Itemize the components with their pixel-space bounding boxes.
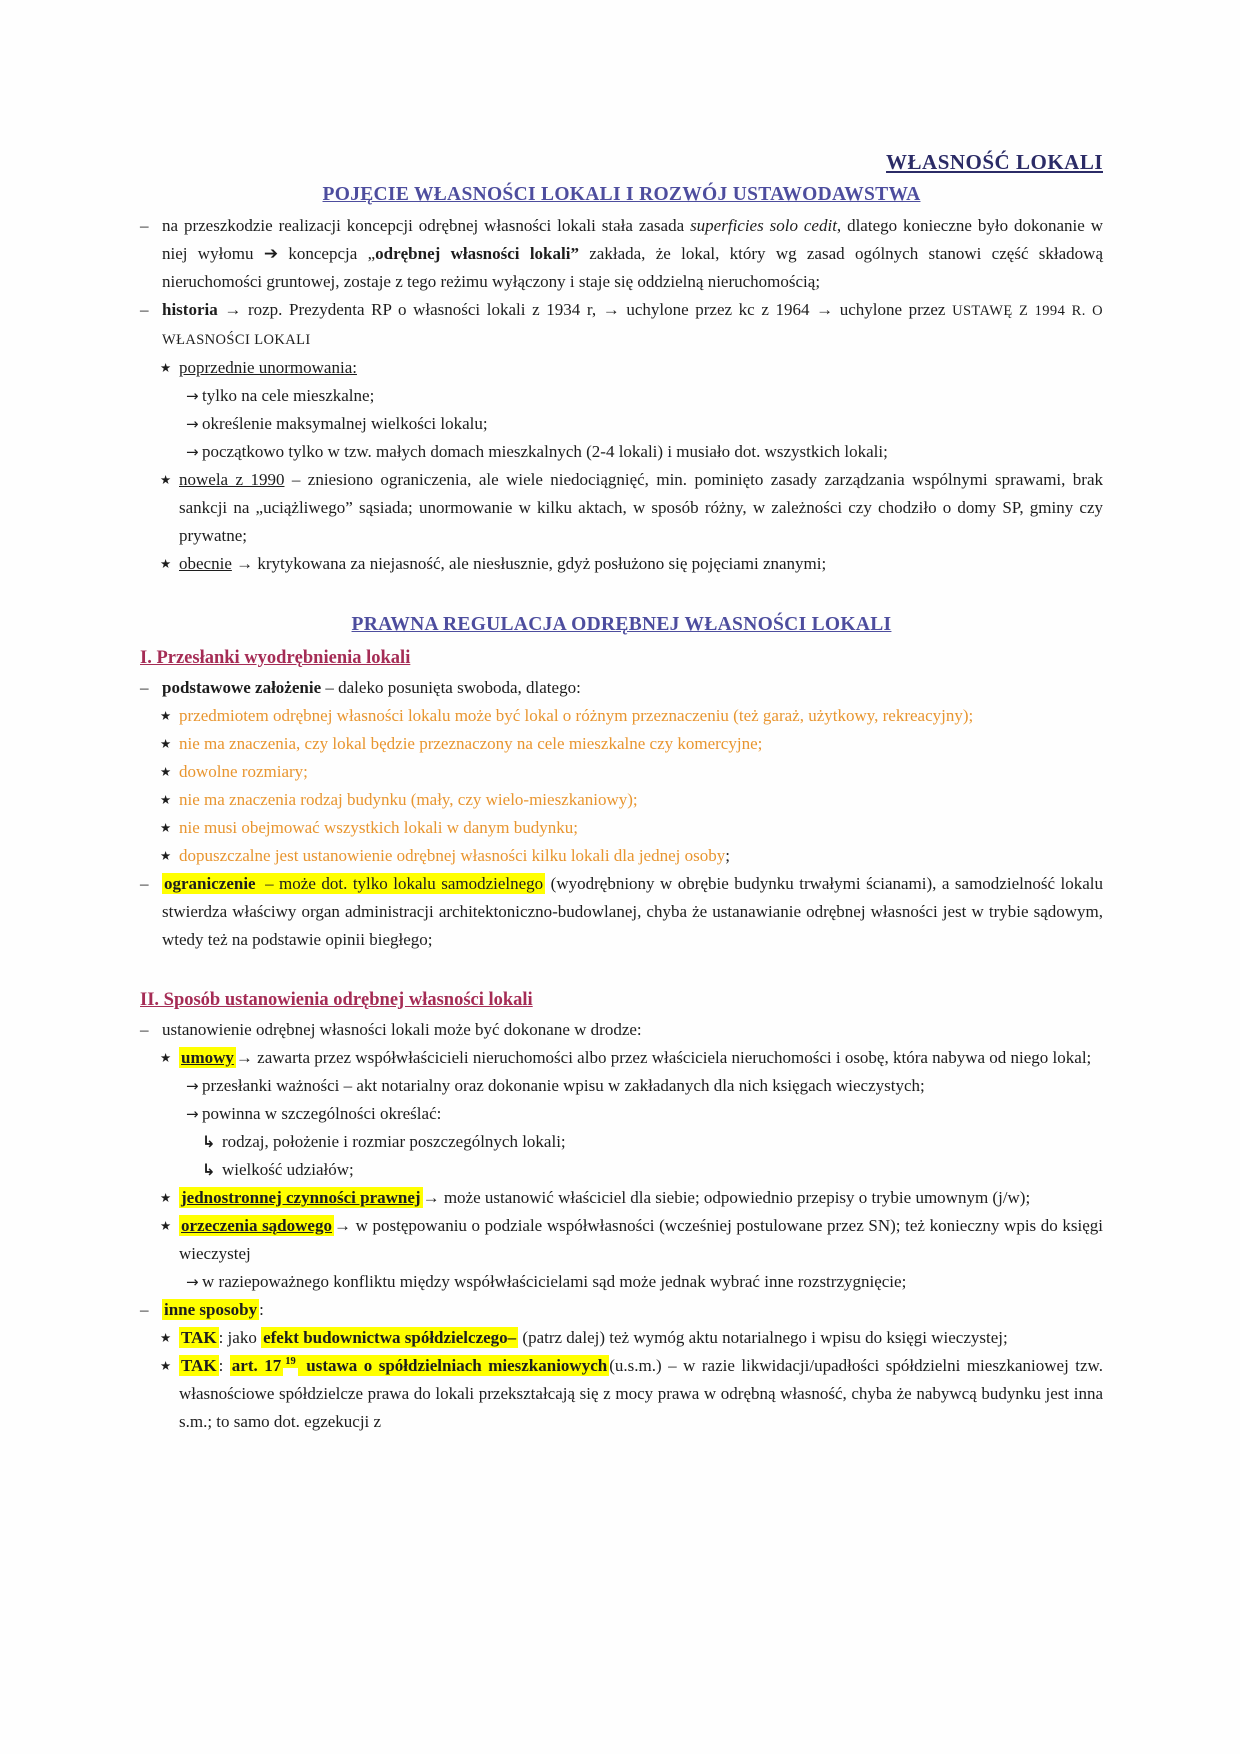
star-bullet-icon: ★ [160,820,172,835]
item-text: ograniczenie – może dot. tylko lokalu samodzielnego (wyodrębniony w obrębie budynku trwałymi ścianami), a samodzielność lokalu stwierdza właściwy organ administracji architektoniczno-budowlanej, chyba że ustanawianie odrębnej własności jest w trybie sądowym, wtedy też na podstawie opinii biegłego; [162,874,1103,949]
star-bullet-icon: ★ [160,792,172,807]
dash-bullet-icon: – [140,874,149,893]
item-maksymalna-wielkosc [186,410,1103,438]
arrow-bullet-icon: → [186,1105,199,1123]
item-ustanowienie-w-drodze [140,1016,1103,1044]
item-ograniczenie [140,870,1103,954]
item-text: inne sposoby : [164,1300,264,1319]
star-bullet-icon: ★ [160,360,172,375]
item-superficies [140,212,1103,296]
item-text: w raziepoważnego konfliktu między współwłaścicielami sąd może jednak wybrać inne rozstrzygnięcie; [202,1272,907,1291]
item-rodzaj-polozenie [202,1128,1103,1156]
item-orzeczenie-sadowe [160,1212,1103,1268]
star-bullet-icon: ★ [160,1218,172,1233]
item-text: określenie maksymalnej wielkości lokalu; [202,414,488,433]
item-text: nowela z 1990 – zniesiono ograniczenia, ale wiele niedociągnięć, min. pominięto zasady zarządzania wspólnymi sprawami, brak sankcji na „uciążliwego” sąsiada; unormowanie w kilku aktach, w sposób różny, w zależności czy chodziło o domy SP, gminy czy prywatne; [179,470,1104,545]
item-tak-art-17 [160,1352,1103,1436]
item-kilka-lokali [160,842,1103,870]
item-text: obecnie → krytykowana za niejasność, ale niesłusznie, gdyż posłużono się pojęciami znanymi; [179,554,827,573]
item-text: przesłanki ważności – akt notarialny oraz dokonanie wpisu w zakładanych dla nich księgach wieczystych; [202,1076,925,1095]
subheading-przeslanki: I. Przesłanki wyodrębnienia lokali [140,648,411,668]
star-bullet-icon: ★ [160,472,172,487]
star-bullet-icon: ★ [160,556,172,571]
star-bullet-icon: ★ [160,1358,172,1373]
arrow-bullet-icon: → [186,415,199,433]
item-text: TAK : jako efekt budownictwa spółdzielczego– (patrz dalej) też wymóg aktu notarialnego i wpisu do księgi wieczystej; [181,1328,1008,1347]
item-text: orzeczenia sądowego → w postępowaniu o podziale współwłasności (wcześniej postulowane przez SN); też konieczny wpis do księgi wieczystej [179,1216,1104,1263]
star-bullet-icon: ★ [160,764,172,779]
star-bullet-icon: ★ [160,1050,172,1065]
item-podstawowe-zalozenie [140,674,1103,702]
item-text: poprzednie unormowania: [179,358,357,377]
item-text: na przeszkodzie realizacji koncepcji odrębnej własności lokali stała zasada superficies solo cedit, dlatego konieczne było dokonanie w niej wyłomu ➔ koncepcja „odrębnej własności lokali” zakłada, że lokal, który wg zasad ogólnych stanowi część składową nieruchomości gruntowej, zostaje z tego reżimu wyłączony i staje się oddzielną nieruchomością; [162,216,1103,291]
item-nowela-1990 [160,466,1103,550]
item-text: umowy → zawarta przez współwłaścicieli nieruchomości albo przez właściciela nieruchomości i osobę, która nabywa od niego lokal; [181,1048,1092,1067]
item-poprzednie-unormowania [160,354,1103,382]
item-umowy [160,1044,1103,1072]
section-heading-prawna-regulacja: PRAWNA REGULACJA ODRĘBNEJ WŁASNOŚCI LOKALI [351,614,892,635]
item-rozne-przeznaczenie [160,702,1103,730]
item-text: przedmiotem odrębnej własności lokalu może być lokal o różnym przeznaczeniu (też garaż, użytkowy, rekreacyjny); [179,706,974,725]
item-male-domy [186,438,1103,466]
item-text: dopuszczalne jest ustanowienie odrębnej własności kilku lokali dla jednej osoby; [179,846,730,865]
item-przeslanki-waznosci [186,1072,1103,1100]
dash-bullet-icon: – [140,300,149,319]
item-text: początkowo tylko w tzw. małych domach mieszkalnych (2-4 lokali) i musiało dot. wszystkich lokali; [202,442,888,461]
item-cele-mieszkalne [186,382,1103,410]
arrow-bullet-icon: → [186,443,199,461]
section-heading-pojecie: POJĘCIE WŁASNOŚCI LOKALI I ROZWÓJ USTAWODAWSTWA [322,184,921,205]
item-text: ustanowienie odrębnej własności lokali może być dokonane w drodze: [162,1020,642,1039]
item-text: nie musi obejmować wszystkich lokali w danym budynku; [179,818,578,837]
item-text: dowolne rozmiary; [179,762,308,781]
dash-bullet-icon: – [140,1300,149,1319]
item-text: podstawowe założenie – daleko posunięta swoboda, dlatego: [162,678,581,697]
item-dowolne-rozmiary [160,758,1103,786]
item-text: TAK : art. 17 $^{19}$ ustawa o spółdzielniach mieszkaniowych (u.s.m.) – w razie likwidacji/upadłości spółdzielni mieszkaniowej tzw. własnościowe spółdzielcze prawa do lokali przekształcają się z mocy prawa w odrębną własność, chyba że nabywcą budynku jest inna s.m.; to samo dot. egzekucji z [179,1356,1103,1431]
item-historia [140,296,1103,354]
star-bullet-icon: ★ [160,1330,172,1345]
star-bullet-icon: ★ [160,736,172,751]
curl-bullet-icon: ↳ [202,1132,216,1151]
item-text: wielkość udziałów; [222,1160,354,1179]
item-powinna-okreslac [186,1100,1103,1128]
item-obecnie [160,550,1103,578]
item-tak-budownictwo [160,1324,1103,1352]
item-wielkosc-udzialow [202,1156,1103,1184]
arrow-bullet-icon: → [186,1077,199,1095]
item-powazny-konflikt [186,1268,1103,1296]
item-jednostronna-czynnosc [160,1184,1103,1212]
star-bullet-icon: ★ [160,848,172,863]
item-text: jednostronnej czynności prawnej → może ustanowić właściciel dla siebie; odpowiednio przepisy o trybie umownym (j/w); [181,1188,1031,1207]
item-text: tylko na cele mieszkalne; [202,386,375,405]
arrow-bullet-icon: → [186,387,199,405]
dash-bullet-icon: – [140,678,149,697]
item-text: powinna w szczególności określać: [202,1104,442,1123]
item-inne-sposoby [140,1296,1103,1324]
item-cele-komercyjne [160,730,1103,758]
dash-bullet-icon: – [140,216,149,235]
item-text: rodzaj, położenie i rozmiar poszczególnych lokali; [222,1132,566,1151]
item-rodzaj-budynku [160,786,1103,814]
item-text: historia → rozp. Prezydenta RP o własności lokali z 1934 r, → uchylone przez kc z 1964 → uchylone przez USTAWĘ Z 1994 R. O WŁASNOŚCI LOKALI [162,300,1103,348]
subheading-sposob: II. Sposób ustanowienia odrębnej własności lokali [140,990,533,1010]
item-text: nie ma znaczenia, czy lokal będzie przeznaczony na cele mieszkalne czy komercyjne; [179,734,763,753]
page-title: WŁASNOŚĆ LOKALI [886,150,1103,174]
dash-bullet-icon: – [140,1020,149,1039]
star-bullet-icon: ★ [160,1190,172,1205]
document-body [140,146,1103,1436]
item-nie-musi-obejmowac [160,814,1103,842]
arrow-bullet-icon: → [186,1273,199,1291]
item-text: nie ma znaczenia rodzaj budynku (mały, czy wielo-mieszkaniowy); [179,790,638,809]
curl-bullet-icon: ↳ [202,1160,216,1179]
star-bullet-icon: ★ [160,708,172,723]
